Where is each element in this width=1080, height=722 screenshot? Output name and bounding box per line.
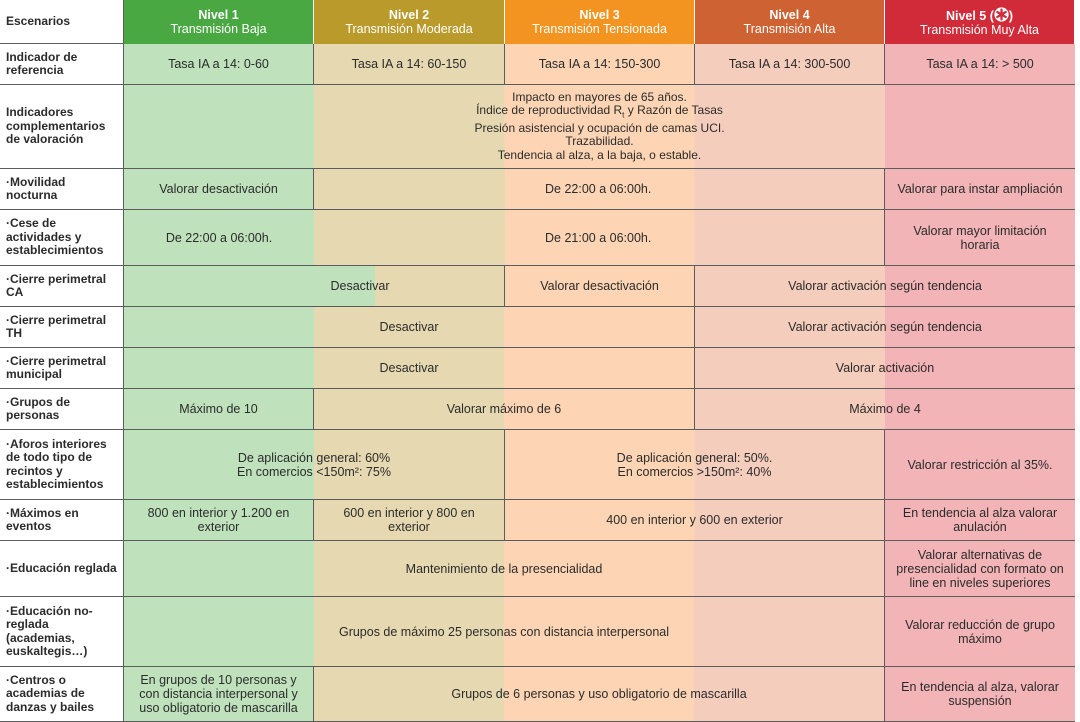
level-3-header bbox=[505, 0, 695, 44]
grupos-level-2-3: Valorar máximo de 6 bbox=[314, 389, 695, 430]
level-5-name: Transmisión Muy Alta bbox=[919, 23, 1040, 37]
ref-level-4: Tasa IA a 14: 300-500 bbox=[695, 44, 885, 85]
mov-level-3-4: De 22:00 a 06:00h. bbox=[505, 169, 885, 210]
comp-level-1 bbox=[124, 85, 314, 169]
right-edge bbox=[1075, 0, 1080, 722]
edu-level-5: Valorar alternativas de presencialidad con formato on line en niveles superiores bbox=[885, 541, 1075, 597]
cese-level-5: Valorar mayor limitación horaria bbox=[885, 210, 1075, 266]
noreg-level-5: Valorar reducción de grupo máximo bbox=[885, 597, 1075, 667]
comp-indicators bbox=[314, 85, 885, 169]
eventos-level-5: En tendencia al alza valorar anulación bbox=[885, 500, 1075, 541]
level-3-num: Nivel 3 bbox=[579, 8, 620, 22]
level-2-header bbox=[314, 0, 505, 44]
level-2-num: Nivel 2 bbox=[388, 8, 430, 22]
corner-label: Escenarios bbox=[0, 0, 124, 44]
mov-level-5: Valorar para instar ampliación bbox=[885, 169, 1075, 210]
cese-level-2 bbox=[314, 210, 505, 266]
row-label-danza: ·Centros o academias de danzas y bailes bbox=[0, 667, 124, 722]
comp-level-5 bbox=[885, 85, 1075, 169]
level-4-num: Nivel 4 bbox=[769, 8, 810, 22]
row-label-th: ·Cierre perimetral TH bbox=[0, 307, 124, 348]
ref-level-1: Tasa IA a 14: 0-60 bbox=[124, 44, 314, 85]
comp-line-3: Presión asistencial y ocupación de camas UCI. bbox=[474, 120, 725, 135]
aforos-level-1-2 bbox=[124, 430, 505, 500]
level-3-name: Transmisión Tensionada bbox=[532, 22, 667, 36]
ref-level-3: Tasa IA a 14: 150-300 bbox=[505, 44, 695, 85]
row-label-mov: ·Movilidad nocturna bbox=[0, 169, 124, 210]
row-label-aforos: ·Aforos interiores de todo tipo de recintos y establecimientos bbox=[0, 430, 124, 500]
row-label-mun: ·Cierre perimetral municipal bbox=[0, 348, 124, 389]
ca-level-2-3: Valorar desactivación bbox=[505, 266, 695, 307]
level-1-header bbox=[124, 0, 314, 44]
asterisk-icon bbox=[994, 7, 1009, 22]
noreg-level-1-4: Grupos de máximo 25 personas con distancia interpersonal bbox=[124, 597, 885, 667]
th-level-4-5: Valorar activación según tendencia bbox=[695, 307, 1075, 348]
row-label-comp: Indicadores complementarios de valoración bbox=[0, 85, 124, 169]
level-5-num-wrap bbox=[946, 7, 1013, 23]
row-label-eventos: ·Máximos en eventos bbox=[0, 500, 124, 541]
row-label-cese: ·Cese de actividades y establecimientos bbox=[0, 210, 124, 266]
grupos-level-1: Máximo de 10 bbox=[124, 389, 314, 430]
row-label-grupos: ·Grupos de personas bbox=[0, 389, 124, 430]
comp-line-1: Impacto en mayores de 65 años. bbox=[512, 89, 687, 104]
ref-level-5: Tasa IA a 14: > 500 bbox=[885, 44, 1075, 85]
th-level-1-3: Desactivar bbox=[124, 307, 695, 348]
mov-level-2 bbox=[314, 169, 505, 210]
eventos-level-1: 800 en interior y 1.200 en exterior bbox=[124, 500, 314, 541]
row-label-edu: ·Educación reglada bbox=[0, 541, 124, 597]
level-1-num: Nivel 1 bbox=[198, 8, 239, 22]
comp-line-2: Índice de reproductividad $R_t$ y Razón de Tasas bbox=[476, 103, 723, 120]
level-5-header bbox=[885, 0, 1075, 44]
comp-line-5: Tendencia al alza, a la baja, o estable. bbox=[497, 147, 702, 162]
danza-level-1: En grupos de 10 personas y con distancia interpersonal y uso obligatorio de mascarilla bbox=[124, 667, 314, 722]
ref-level-2: Tasa IA a 14: 60-150 bbox=[314, 44, 505, 85]
level-2-name: Transmisión Moderada bbox=[345, 22, 473, 36]
grupos-level-4-5: Máximo de 4 bbox=[695, 389, 1075, 430]
danza-level-2-4: Grupos de 6 personas y uso obligatorio de mascarilla bbox=[314, 667, 885, 722]
mun-level-1-3: Desactivar bbox=[124, 348, 695, 389]
eventos-level-3-4: 400 en interior y 600 en exterior bbox=[505, 500, 885, 541]
row-label-ref: Indicador de referencia bbox=[0, 44, 124, 85]
aforos-level-5: Valorar restricción al 35%. bbox=[885, 430, 1075, 500]
mov-level-1: Valorar desactivación bbox=[124, 169, 314, 210]
mun-level-4-5: Valorar activación bbox=[695, 348, 1075, 389]
cese-level-1: De 22:00 a 06:00h. bbox=[124, 210, 314, 266]
level-5-num: Nivel 5 ( bbox=[945, 9, 994, 23]
level-4-header bbox=[695, 0, 885, 44]
level-1-name: Transmisión Baja bbox=[170, 22, 267, 36]
level-4-name: Transmisión Alta bbox=[743, 22, 836, 36]
aforos-34-line-1: De aplicación general: 50%. bbox=[616, 450, 773, 465]
cese-level-3-4: De 21:00 a 06:00h. bbox=[505, 210, 885, 266]
row-label-noreg: ·Educación no-reglada (academias, euskaltegis…) bbox=[0, 597, 124, 667]
aforos-34-line-2: En comercios >150m²: 40% bbox=[617, 464, 772, 479]
ca-level-1: Desactivar bbox=[124, 266, 505, 307]
edu-level-1-4: Mantenimiento de la presencialidad bbox=[124, 541, 885, 597]
danza-level-5: En tendencia al alza, valorar suspensión bbox=[885, 667, 1075, 722]
eventos-level-2: 600 en interior y 800 en exterior bbox=[314, 500, 505, 541]
ca-level-4-5: Valorar activación según tendencia bbox=[695, 266, 1075, 307]
comp-line-4: Trazabilidad. bbox=[565, 134, 634, 149]
aforos-12-line-1: De aplicación general: 60% bbox=[237, 450, 391, 465]
row-label-ca: ·Cierre perimetral CA bbox=[0, 266, 124, 307]
level-5-num-suffix: ) bbox=[1008, 9, 1014, 23]
aforos-12-line-2: En comercios <150m²: 75% bbox=[237, 464, 391, 479]
aforos-level-3-4 bbox=[505, 430, 885, 500]
